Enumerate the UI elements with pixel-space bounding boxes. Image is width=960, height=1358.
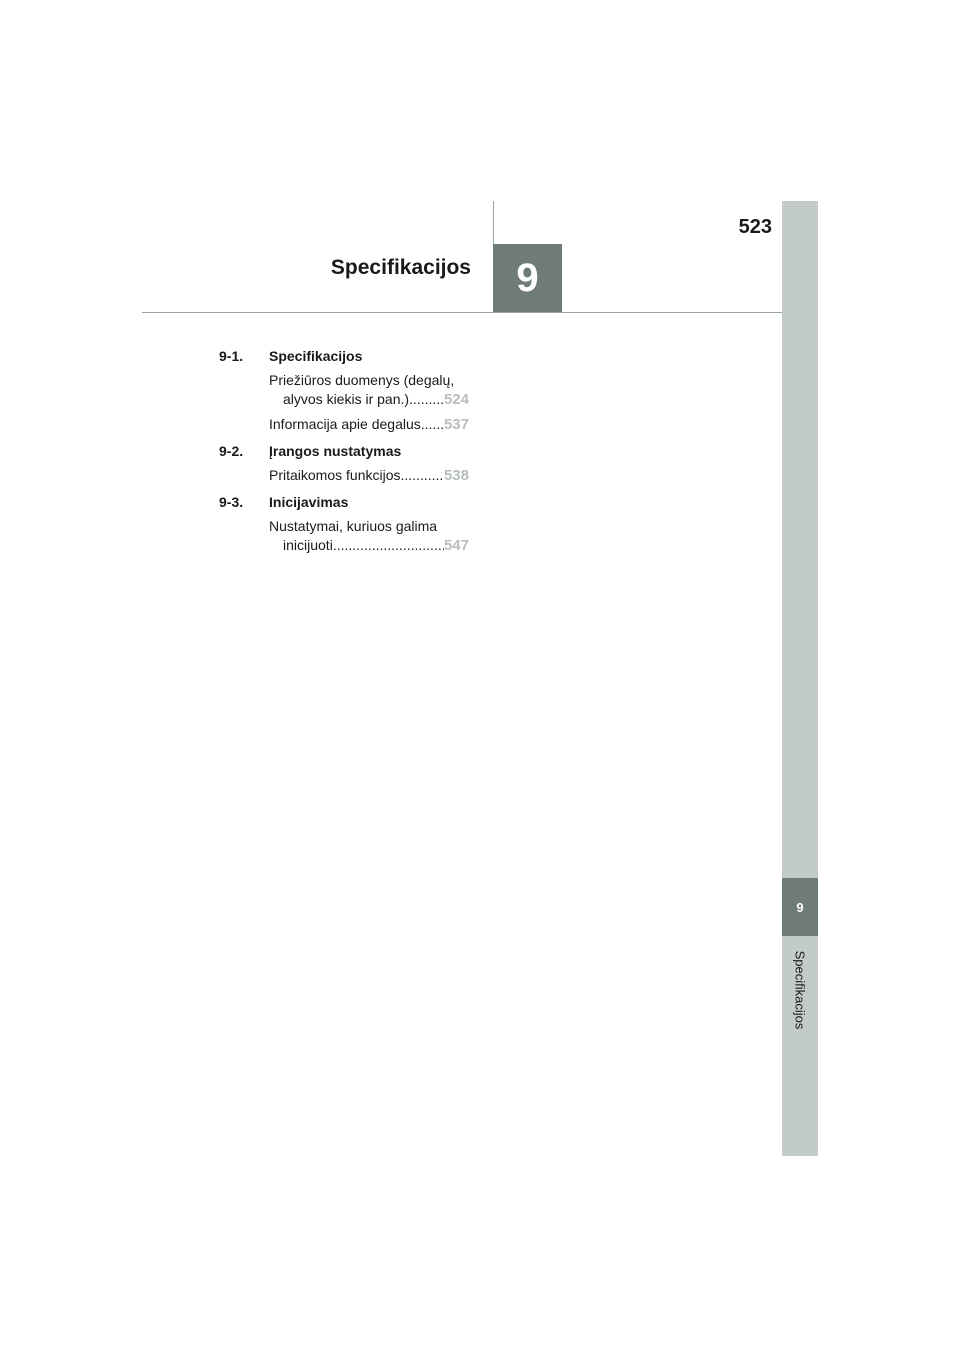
side-chapter-label: Specifikacijos [792, 950, 808, 1030]
toc-section-number: 9-3. [219, 494, 244, 510]
toc-entry-line1: Nustatymai, kuriuos galima [269, 518, 438, 534]
toc-section[interactable] [219, 440, 469, 462]
toc-section-title: Inicijavimas [269, 494, 349, 510]
chapter-number-box: 9 [493, 244, 562, 313]
toc-page-ref[interactable]: 524 [443, 391, 469, 408]
toc-entry[interactable] [269, 466, 469, 485]
toc-page-ref[interactable]: 537 [443, 416, 469, 433]
toc-section[interactable] [219, 345, 469, 367]
toc-section-title: Specifikacijos [269, 348, 363, 364]
toc-entry-line2: inicijuoti [283, 537, 333, 553]
toc-section-number: 9-1. [219, 348, 244, 364]
header-divider [142, 312, 782, 313]
toc-entry-line2: alyvos kiekis ir pan.) [283, 391, 410, 407]
toc-entry-line1: Priežiūros duomenys (degalų, [269, 372, 455, 388]
toc-section-number: 9-2. [219, 443, 244, 459]
toc-entry-text: Pritaikomos funkcijos [269, 467, 401, 483]
toc-section[interactable] [219, 491, 469, 513]
toc-entry[interactable] [269, 517, 469, 555]
toc-leader-dots [421, 415, 444, 434]
toc-entry[interactable] [269, 371, 469, 409]
toc-page-ref[interactable]: 538 [443, 467, 469, 484]
page-number: 523 [738, 216, 772, 238]
toc-entry[interactable] [269, 415, 469, 434]
toc-leader-dots [333, 536, 444, 555]
toc-leader-dots [409, 390, 444, 409]
toc-page-ref[interactable]: 547 [443, 537, 469, 554]
side-chapter-tab[interactable]: 9 [782, 878, 818, 936]
toc-section-title: Įrangos nustatymas [269, 443, 402, 459]
header-divider-vertical [493, 201, 494, 245]
toc-entry-text: Informacija apie degalus [269, 416, 421, 432]
chapter-title: Specifikacijos [330, 256, 471, 279]
toc-leader-dots [401, 466, 444, 485]
table-of-contents [219, 345, 469, 561]
